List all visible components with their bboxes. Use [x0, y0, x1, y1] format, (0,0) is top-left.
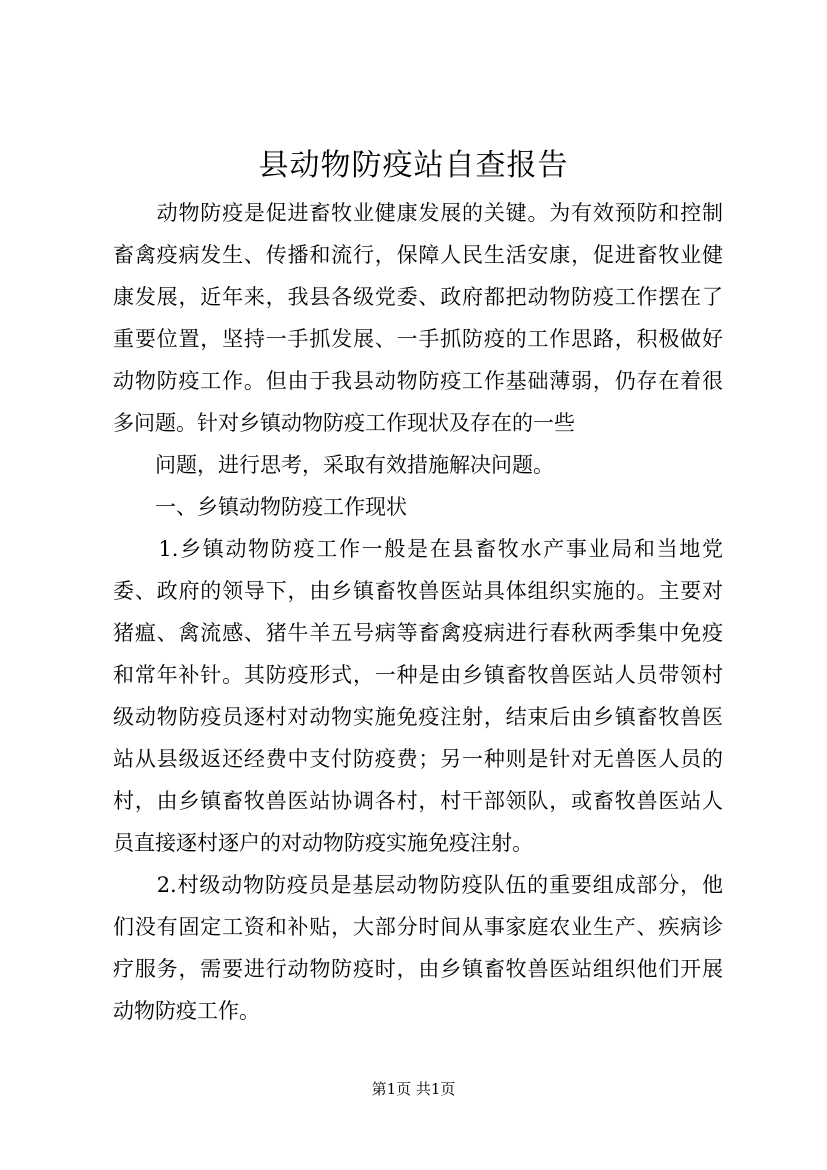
- body-line: 猪瘟、禽流感、猪牛羊五号病等畜禽疫病进行春秋两季集中免疫: [113, 621, 723, 645]
- body-line: 们没有固定工资和补贴，大部分时间从事家庭农业生产、疾病诊: [113, 915, 723, 939]
- body-line: 动物防疫是促进畜牧业健康发展的关键。为有效预防和控制: [113, 201, 723, 225]
- body-line: 1.乡镇动物防疫工作一般是在县畜牧水产事业局和当地党: [113, 537, 723, 561]
- body-line: 畜禽疫病发生、传播和流行，保障人民生活安康，促进畜牧业健: [113, 243, 723, 267]
- body-line: 和常年补针。其防疫形式，一种是由乡镇畜牧兽医站人员带领村: [113, 663, 723, 687]
- body-line: 站从县级返还经费中支付防疫费；另一种则是针对无兽医人员的: [113, 747, 723, 771]
- section-heading: 一、乡镇动物防疫工作现状: [113, 495, 407, 519]
- body-line: 疗服务，需要进行动物防疫时，由乡镇畜牧兽医站组织他们开展: [113, 957, 723, 981]
- body-line: 重要位置，坚持一手抓发展、一手抓防疫的工作思路，积极做好: [113, 327, 723, 351]
- body-line: 问题，进行思考，采取有效措施解决问题。: [113, 453, 554, 477]
- body-line: 委、政府的领导下，由乡镇畜牧兽医站具体组织实施的。主要对: [113, 579, 723, 603]
- body-line: 员直接逐村逐户的对动物防疫实施免疫注射。: [113, 831, 533, 855]
- body-line: 多问题。针对乡镇动物防疫工作现状及存在的一些: [113, 411, 575, 435]
- body-line: 村，由乡镇畜牧兽医站协调各村，村干部领队，或畜牧兽医站人: [113, 789, 723, 813]
- body-line: 动物防疫工作。: [113, 999, 260, 1023]
- body-line: 康发展，近年来，我县各级党委、政府都把动物防疫工作摆在了: [113, 285, 723, 309]
- page-footer: 第1页 共1页: [371, 1080, 456, 1098]
- document-title: 县动物防疫站自查报告: [258, 148, 569, 183]
- body-line: 2.村级动物防疫员是基层动物防疫队伍的重要组成部分，他: [113, 873, 723, 897]
- body-line: 动物防疫工作。但由于我县动物防疫工作基础薄弱，仍存在着很: [113, 369, 723, 393]
- body-line: 级动物防疫员逐村对动物实施免疫注射，结束后由乡镇畜牧兽医: [113, 705, 723, 729]
